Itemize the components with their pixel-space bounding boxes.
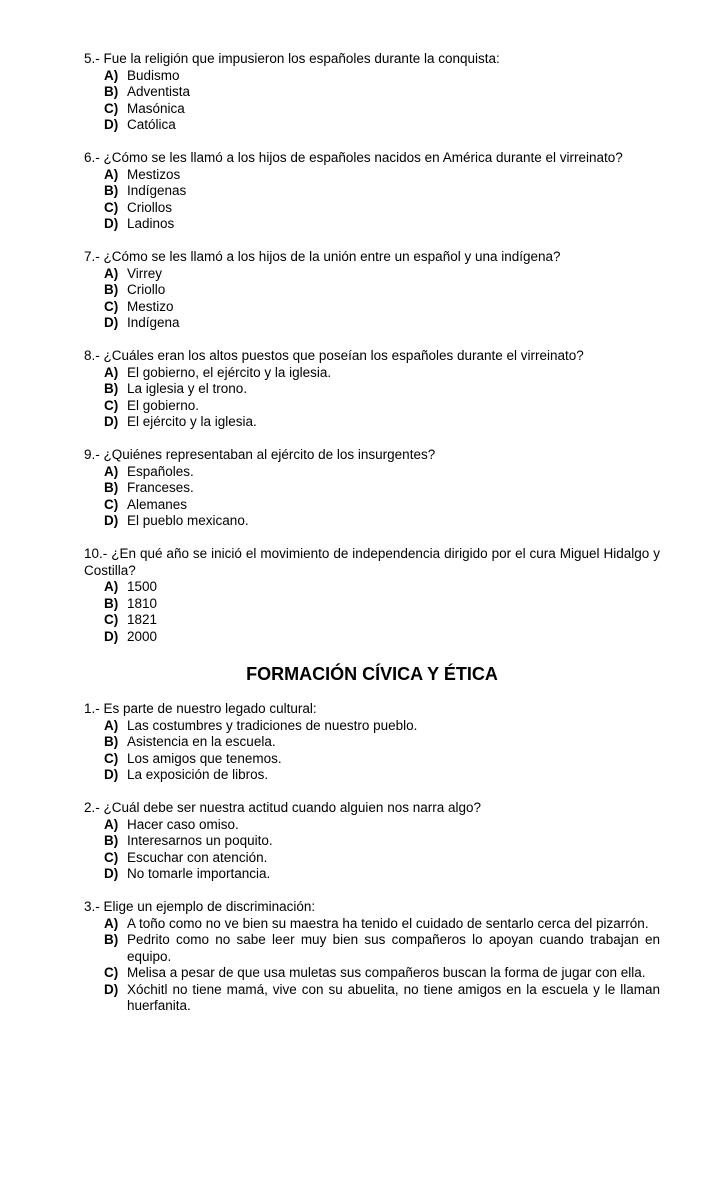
question-text: 2.- ¿Cuál debe ser nuestra actitud cuando alguien nos narra algo? <box>84 800 482 815</box>
question-block <box>84 800 660 883</box>
answer-option <box>84 480 660 497</box>
option-text: La iglesia y el trono. <box>127 381 248 396</box>
answer-options <box>84 266 660 332</box>
option-text: A toño como no ve bien su maestra ha tenido el cuidado de sentarlo cerca del pizarrón. <box>127 915 649 931</box>
option-letter: A) <box>104 915 119 931</box>
answer-option <box>84 299 660 316</box>
option-letter: B) <box>104 282 119 297</box>
answer-option <box>84 315 660 332</box>
option-text: Católica <box>127 117 176 132</box>
option-text: La exposición de libros. <box>127 767 269 782</box>
option-letter: C) <box>104 965 119 980</box>
option-text: Indígena <box>127 315 180 330</box>
option-text: El pueblo mexicano. <box>127 513 249 528</box>
answer-options <box>84 916 660 1015</box>
answer-option <box>84 381 660 398</box>
option-text: El gobierno, el ejército y la iglesia. <box>127 364 332 380</box>
section-title: FORMACIÓN CÍVICA Y ÉTICA <box>246 664 498 684</box>
option-letter: D) <box>104 981 119 997</box>
answer-option <box>84 282 660 299</box>
option-letter: C) <box>104 849 119 865</box>
option-text: Mestizo <box>127 298 174 314</box>
option-letter: A) <box>104 166 119 182</box>
option-letter: B) <box>104 480 119 495</box>
option-letter: B) <box>104 833 119 848</box>
option-letter: B) <box>104 734 119 749</box>
option-text: No tomarle importancia. <box>127 866 271 881</box>
answer-options <box>84 579 660 645</box>
option-letter: C) <box>104 298 119 314</box>
answer-options <box>84 68 660 134</box>
answer-option <box>84 916 660 933</box>
question-text: 3.- Elige un ejemplo de discriminación: <box>84 899 316 914</box>
question-text: 5.- Fue la religión que impusieron los españoles durante la conquista: <box>84 51 500 66</box>
option-letter: A) <box>104 717 119 733</box>
option-text: Adventista <box>127 84 191 99</box>
option-text: Virrey <box>127 265 163 281</box>
answer-option <box>84 183 660 200</box>
answer-option <box>84 266 660 283</box>
question-block <box>84 51 660 134</box>
answer-option <box>84 965 660 982</box>
option-letter: D) <box>104 866 119 881</box>
option-text: Franceses. <box>127 480 194 495</box>
answer-option <box>84 833 660 850</box>
answer-option <box>84 932 660 965</box>
civics-question-list <box>84 701 660 1015</box>
option-text: Interesarnos un poquito. <box>127 833 273 848</box>
answer-option <box>84 612 660 629</box>
document-content <box>84 51 660 1031</box>
answer-option <box>84 866 660 883</box>
answer-option <box>84 497 660 514</box>
option-letter: C) <box>104 199 119 215</box>
option-text: Escuchar con atención. <box>127 849 268 865</box>
option-text: Masónica <box>127 100 185 116</box>
question-block <box>84 150 660 233</box>
option-text: Indígenas <box>127 183 187 198</box>
answer-option <box>84 365 660 382</box>
answer-option <box>84 579 660 596</box>
question-block <box>84 348 660 431</box>
answer-option <box>84 101 660 118</box>
option-letter: D) <box>104 767 119 782</box>
option-letter: A) <box>104 265 119 281</box>
option-letter: B) <box>104 84 119 99</box>
answer-option <box>84 718 660 735</box>
option-text: Melisa a pesar de que usa muletas sus compañeros buscan la forma de jugar con ella. <box>127 965 646 980</box>
question-text: 1.- Es parte de nuestro legado cultural: <box>84 701 317 716</box>
answer-option <box>84 464 660 481</box>
answer-option <box>84 414 660 431</box>
option-text: Alemanes <box>127 496 188 512</box>
answer-option <box>84 513 660 530</box>
answer-options <box>84 817 660 883</box>
answer-option <box>84 817 660 834</box>
option-letter: A) <box>104 463 119 479</box>
answer-option <box>84 68 660 85</box>
option-letter: A) <box>104 67 119 83</box>
option-text: Budismo <box>127 67 180 83</box>
option-letter: C) <box>104 397 119 413</box>
option-text: Mestizos <box>127 166 181 182</box>
answer-option <box>84 596 660 613</box>
answer-option <box>84 84 660 101</box>
answer-options <box>84 167 660 233</box>
option-text: Criollo <box>127 282 166 297</box>
option-letter: C) <box>104 750 119 766</box>
option-text: Ladinos <box>127 216 175 231</box>
question-block <box>84 447 660 530</box>
question-text: 9.- ¿Quiénes representaban al ejército de los insurgentes? <box>84 447 436 462</box>
option-letter: D) <box>104 513 119 528</box>
option-letter: B) <box>104 595 119 611</box>
answer-option <box>84 629 660 646</box>
option-text: El ejército y la iglesia. <box>127 414 257 429</box>
option-text: 1810 <box>127 595 158 611</box>
question-block <box>84 899 660 1015</box>
option-text: Las costumbres y tradiciones de nuestro pueblo. <box>127 717 418 733</box>
option-letter: B) <box>104 932 119 947</box>
option-text: 1500 <box>127 579 158 594</box>
answer-options <box>84 718 660 784</box>
option-text: El gobierno. <box>127 397 200 413</box>
answer-option <box>84 216 660 233</box>
option-letter: A) <box>104 579 119 594</box>
answer-options <box>84 365 660 431</box>
answer-option <box>84 117 660 134</box>
question-block <box>84 546 660 645</box>
option-letter: C) <box>104 496 119 512</box>
option-text: 1821 <box>127 612 158 627</box>
option-letter: B) <box>104 381 119 396</box>
option-letter: D) <box>104 628 119 644</box>
question-text: 6.- ¿Cómo se les llamó a los hijos de españoles nacidos en América durante el virreinato? <box>84 150 623 165</box>
option-text: 2000 <box>127 628 158 644</box>
history-question-list <box>84 51 660 645</box>
question-text: 10.- ¿En qué año se inició el movimiento de independencia dirigido por el cura Miguel Hidalgo y Costilla? <box>84 546 660 578</box>
option-text: Los amigos que tenemos. <box>127 750 282 766</box>
answer-option <box>84 751 660 768</box>
answer-option <box>84 734 660 751</box>
option-letter: C) <box>104 612 119 627</box>
option-letter: A) <box>104 364 119 380</box>
answer-option <box>84 398 660 415</box>
answer-option <box>84 982 660 1015</box>
answer-option <box>84 167 660 184</box>
option-letter: D) <box>104 117 119 132</box>
question-text: 8.- ¿Cuáles eran los altos puestos que poseían los españoles durante el virreinato? <box>84 348 584 363</box>
option-letter: D) <box>104 414 119 429</box>
option-text: Hacer caso omiso. <box>127 816 239 832</box>
option-text: Españoles. <box>127 463 194 479</box>
option-letter: A) <box>104 816 119 832</box>
question-text: 7.- ¿Cómo se les llamó a los hijos de la unión entre un español y una indígena? <box>84 249 561 264</box>
answer-options <box>84 464 660 530</box>
option-letter: D) <box>104 315 119 330</box>
answer-option <box>84 767 660 784</box>
question-block <box>84 249 660 332</box>
answer-option <box>84 200 660 217</box>
option-letter: B) <box>104 183 119 198</box>
question-block <box>84 701 660 784</box>
option-letter: C) <box>104 100 119 116</box>
answer-option <box>84 850 660 867</box>
option-letter: D) <box>104 216 119 231</box>
option-text: Xóchitl no tiene mamá, vive con su abuelita, no tiene amigos en la escuela y le llaman huerfanita. <box>127 981 660 1013</box>
option-text: Asistencia en la escuela. <box>127 734 276 749</box>
option-text: Criollos <box>127 199 173 215</box>
option-text: Pedrito como no sabe leer muy bien sus compañeros lo apoyan cuando trabajan en equipo. <box>127 932 660 964</box>
